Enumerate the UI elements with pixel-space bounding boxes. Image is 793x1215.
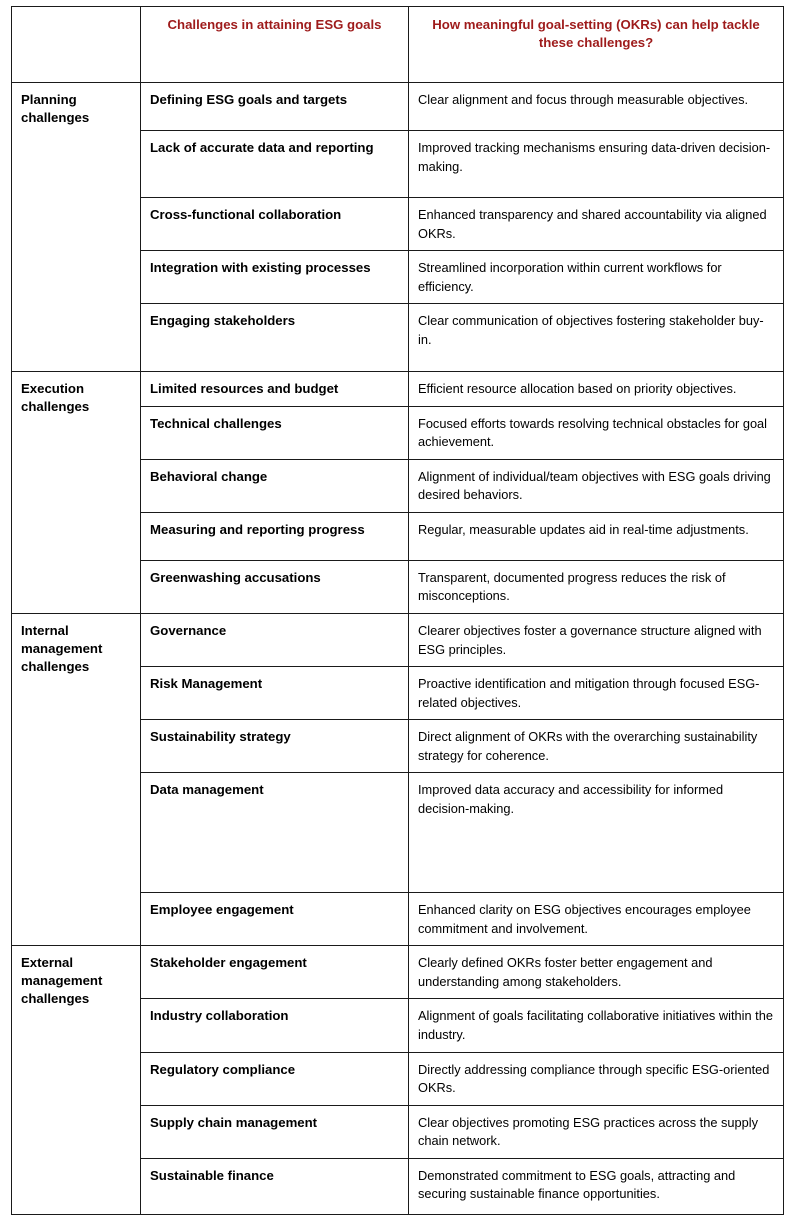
challenge-cell: Measuring and reporting progress (141, 512, 409, 560)
header-label-challenges: Challenges in attaining ESG goals (167, 17, 382, 32)
okr-cell: Streamlined incorporation within current workflows for efficiency. (409, 251, 784, 304)
category-cell-external-management: External management challenges (12, 946, 141, 1214)
challenge-cell: Employee engagement (141, 893, 409, 946)
okr-cell: Improved tracking mechanisms ensuring data-driven decision-making. (409, 131, 784, 198)
okr-cell: Clearer objectives foster a governance structure aligned with ESG principles. (409, 614, 784, 667)
okr-cell: Demonstrated commitment to ESG goals, attracting and securing sustainable finance opportunities. (409, 1158, 784, 1214)
challenge-cell: Stakeholder engagement (141, 946, 409, 999)
challenge-cell: Regulatory compliance (141, 1052, 409, 1105)
okr-cell: Clear objectives promoting ESG practices across the supply chain network. (409, 1105, 784, 1158)
okr-cell: Clearly defined OKRs foster better engagement and understanding among stakeholders. (409, 946, 784, 999)
okr-cell: Clear alignment and focus through measurable objectives. (409, 83, 784, 131)
header-cell-okrs (409, 7, 784, 83)
challenge-cell: Lack of accurate data and reporting (141, 131, 409, 198)
challenge-cell: Behavioral change (141, 459, 409, 512)
okr-cell: Alignment of goals facilitating collaborative initiatives within the industry. (409, 999, 784, 1052)
challenge-cell: Risk Management (141, 667, 409, 720)
challenge-cell: Technical challenges (141, 406, 409, 459)
okr-cell: Clear communication of objectives fostering stakeholder buy-in. (409, 304, 784, 372)
table-header-row (12, 7, 784, 83)
okr-cell: Transparent, documented progress reduces the risk of misconceptions. (409, 560, 784, 613)
table-row (12, 83, 784, 131)
header-label-okrs: How meaningful goal-setting (OKRs) can help tackle these challenges? (432, 17, 760, 50)
okr-cell: Focused efforts towards resolving technical obstacles for goal achievement. (409, 406, 784, 459)
challenge-cell: Cross-functional collaboration (141, 198, 409, 251)
challenge-cell: Sustainability strategy (141, 720, 409, 773)
okr-cell: Proactive identification and mitigation through focused ESG-related objectives. (409, 667, 784, 720)
challenge-cell: Engaging stakeholders (141, 304, 409, 372)
challenge-cell: Supply chain management (141, 1105, 409, 1158)
table-row (12, 372, 784, 407)
okr-cell: Regular, measurable updates aid in real-time adjustments. (409, 512, 784, 560)
challenge-cell: Integration with existing processes (141, 251, 409, 304)
okr-cell: Efficient resource allocation based on priority objectives. (409, 372, 784, 407)
okr-cell: Directly addressing compliance through specific ESG-oriented OKRs. (409, 1052, 784, 1105)
challenge-cell: Data management (141, 773, 409, 893)
challenge-cell: Governance (141, 614, 409, 667)
challenge-cell: Industry collaboration (141, 999, 409, 1052)
okr-cell: Alignment of individual/team objectives with ESG goals driving desired behaviors. (409, 459, 784, 512)
header-cell-challenges (141, 7, 409, 83)
okr-cell: Enhanced clarity on ESG objectives encourages employee commitment and involvement. (409, 893, 784, 946)
esg-challenges-table (11, 6, 784, 1215)
challenge-cell: Defining ESG goals and targets (141, 83, 409, 131)
challenge-cell: Limited resources and budget (141, 372, 409, 407)
challenge-cell: Sustainable finance (141, 1158, 409, 1214)
challenge-cell: Greenwashing accusations (141, 560, 409, 613)
category-cell-planning: Planning challenges (12, 83, 141, 372)
okr-cell: Direct alignment of OKRs with the overarching sustainability strategy for coherence. (409, 720, 784, 773)
table-row (12, 614, 784, 667)
category-cell-execution: Execution challenges (12, 372, 141, 614)
category-cell-internal-management: Internal management challenges (12, 614, 141, 946)
table-row (12, 946, 784, 999)
okr-cell: Improved data accuracy and accessibility for informed decision-making. (409, 773, 784, 893)
header-cell-blank (12, 7, 141, 83)
okr-cell: Enhanced transparency and shared accountability via aligned OKRs. (409, 198, 784, 251)
